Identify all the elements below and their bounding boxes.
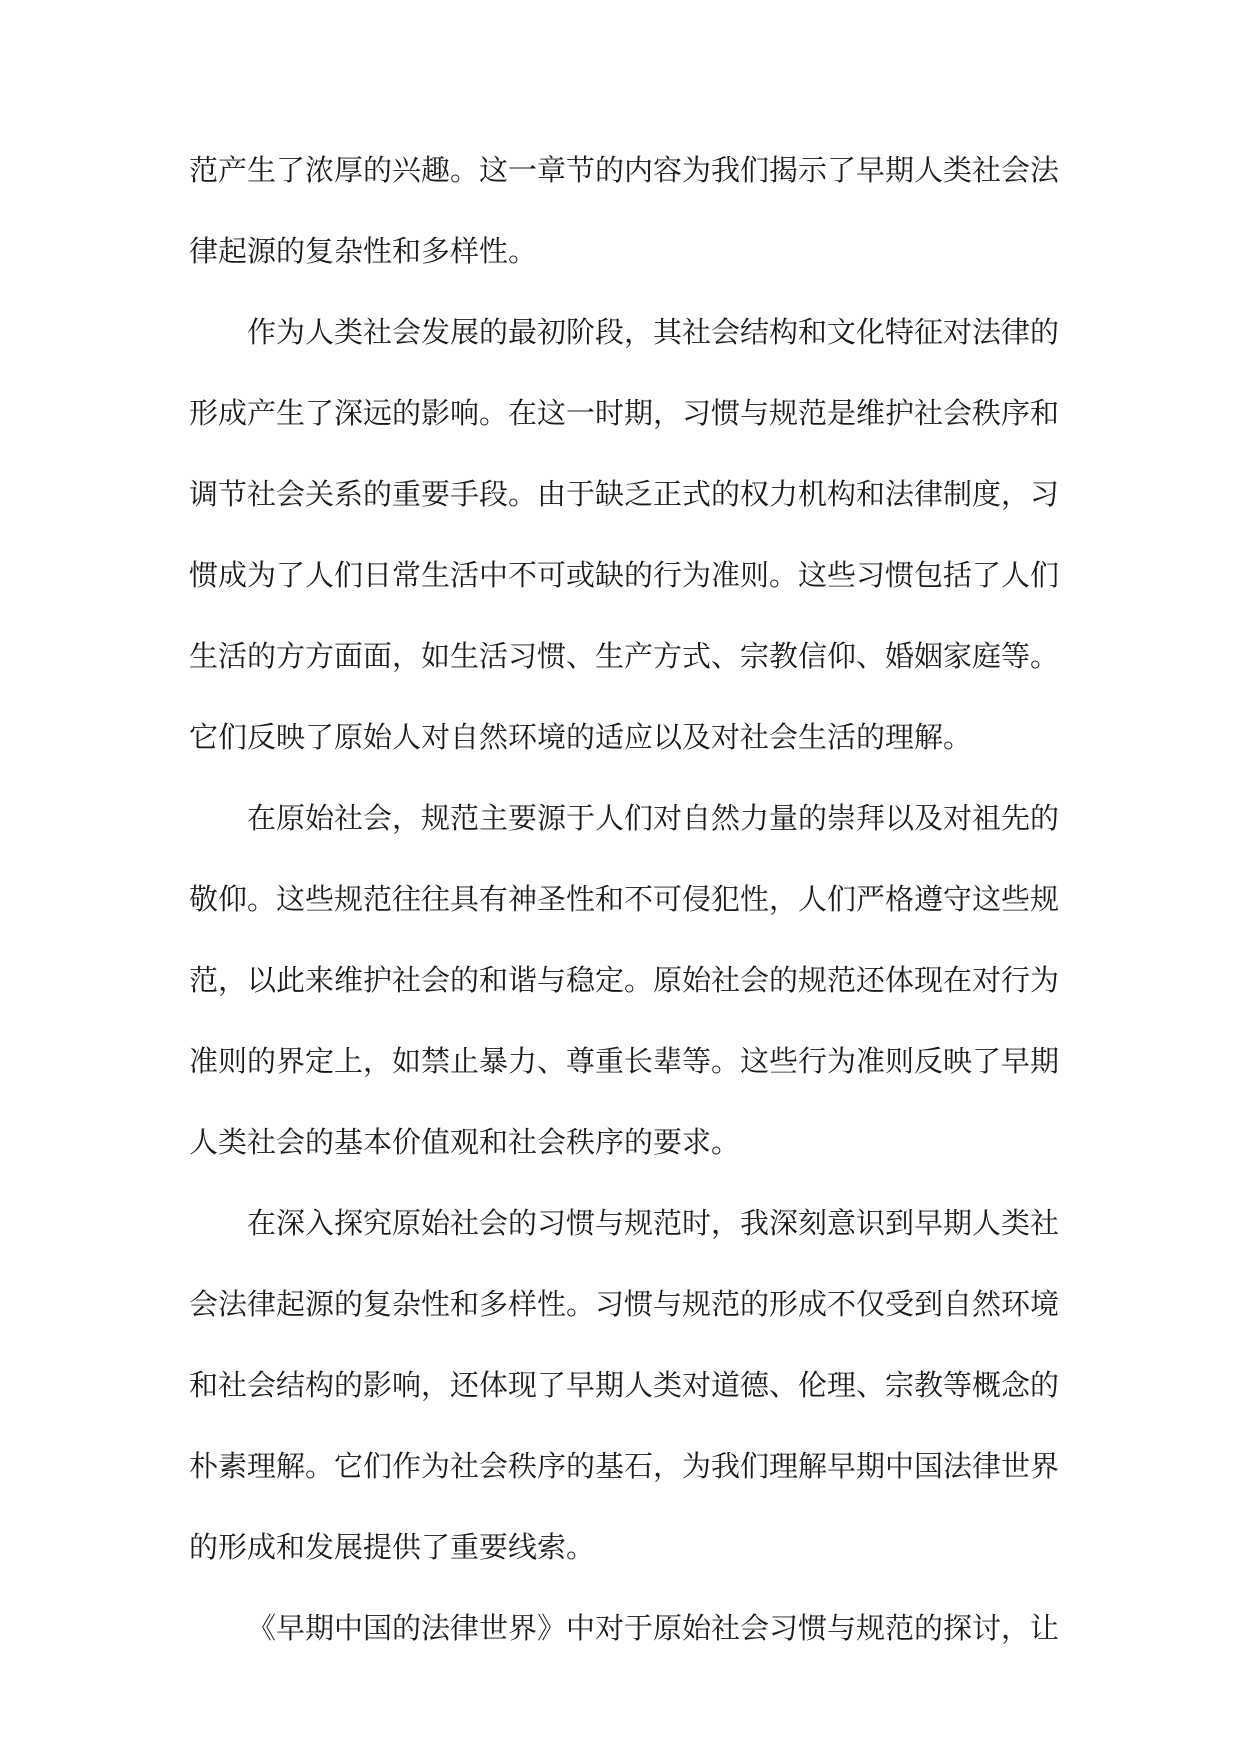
body-text <box>189 138 1060 1677</box>
paragraph-3-line-5: 人类社会的基本价值观和社会秩序的要求。 <box>189 1125 741 1159</box>
paragraph-3-line-2: 敬仰。这些规范往往具有神圣性和不可侵犯性，人们严格遵守这些规 <box>189 882 1060 916</box>
paragraph-1-line-2: 律起源的复杂性和多样性。 <box>189 234 538 268</box>
paragraph-4-line-5: 的形成和发展提供了重要线索。 <box>189 1530 596 1564</box>
paragraph-2-line-4: 惯成为了人们日常生活中不可或缺的行为准则。这些习惯包括了人们 <box>189 558 1060 592</box>
paragraph-4-line-1: 在深入探究原始社会的习惯与规范时，我深刻意识到早期人类社 <box>247 1206 1060 1240</box>
paragraph-1-line-1: 范产生了浓厚的兴趣。这一章节的内容为我们揭示了早期人类社会法 <box>189 153 1060 187</box>
paragraph-2-line-1: 作为人类社会发展的最初阶段，其社会结构和文化特征对法律的 <box>247 315 1060 349</box>
paragraph-4-line-2: 会法律起源的复杂性和多样性。习惯与规范的形成不仅受到自然环境 <box>189 1287 1060 1321</box>
paragraph-4-line-4: 朴素理解。它们作为社会秩序的基石，为我们理解早期中国法律世界 <box>189 1449 1060 1483</box>
paragraph-2-line-3: 调节社会关系的重要手段。由于缺乏正式的权力机构和法律制度，习 <box>189 477 1060 511</box>
paragraph-5-line-1: 《早期中国的法律世界》中对于原始社会习惯与规范的探讨，让 <box>247 1611 1060 1645</box>
paragraph-4-line-3: 和社会结构的影响，还体现了早期人类对道德、伦理、宗教等概念的 <box>189 1368 1060 1402</box>
paragraph-3-line-3: 范，以此来维护社会的和谐与稳定。原始社会的规范还体现在对行为 <box>189 963 1060 997</box>
paragraph-3-line-1: 在原始社会，规范主要源于人们对自然力量的崇拜以及对祖先的 <box>247 801 1060 835</box>
paragraph-2-line-6: 它们反映了原始人对自然环境的适应以及对社会生活的理解。 <box>189 720 973 754</box>
paragraph-2-line-2: 形成产生了深远的影响。在这一时期，习惯与规范是维护社会秩序和 <box>189 396 1060 430</box>
paragraph-3-line-4: 准则的界定上，如禁止暴力、尊重长辈等。这些行为准则反映了早期 <box>189 1044 1060 1078</box>
paragraph-2-line-5: 生活的方方面面，如生活习惯、生产方式、宗教信仰、婚姻家庭等。 <box>189 639 1060 673</box>
